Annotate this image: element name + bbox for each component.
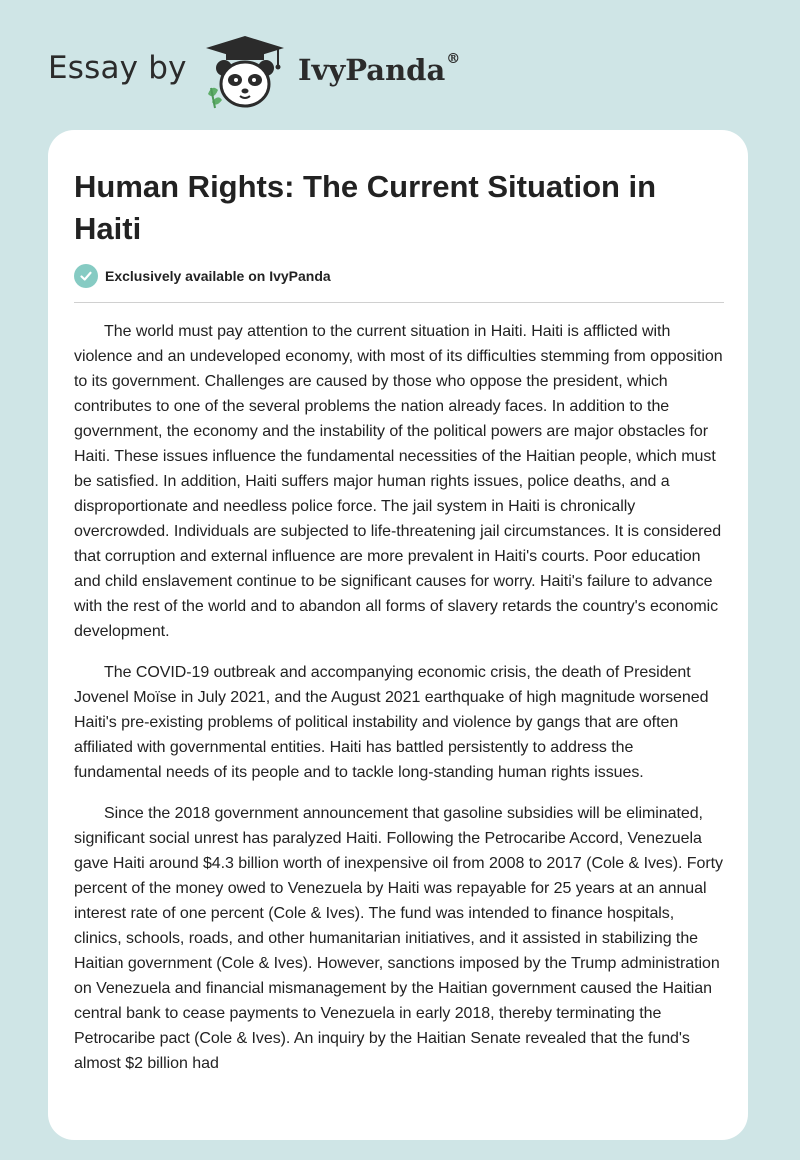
exclusive-badge-text: Exclusively available on IvyPanda bbox=[105, 268, 331, 284]
paragraph: The world must pay attention to the current situation in Haiti. Haiti is afflicted with violence and an undeveloped economy, with most of its difficulties stemming from opposition to its government. Challenges are caused by those who oppose the president, which contributes to one of the several problems the nation already faces. In addition to the government, the economy and the instability of the political powers are major obstacles for Haiti. These issues influence the fundamental necessities of the Haitian people, which must be satisfied. In addition, Haiti suffers major human rights issues, police deaths, and a disproportionate and needless police force. The jail system in Haiti is chronically overcrowded. Individuals are subjected to life-threatening jail circumstances. It is considered that corruption and external influence are more prevalent in Haiti's courts. Poor education and child enslavement continue to be significant causes for worry. Haiti's failure to advance with the rest of the world and to abandon all forms of slavery retards the country's economic development. bbox=[74, 323, 723, 640]
page-title: Human Rights: The Current Situation in Haiti bbox=[74, 169, 657, 246]
paragraph: The COVID-19 outbreak and accompanying economic crisis, the death of President Jovenel Moïse in July 2021, and the August 2021 earthquake of high magnitude worsened Haiti's pre-existing problems of political instability and violence by gangs that are often affiliated with governmental entities. Haiti has battled persistently to address the fundamental needs of its people and to tackle long-standing human rights issues. bbox=[74, 664, 709, 781]
essay-by-label: Essay by bbox=[48, 50, 187, 86]
panda-graduate-icon[interactable] bbox=[202, 34, 288, 110]
exclusive-badge bbox=[74, 264, 331, 288]
brand-name[interactable]: IvyPanda® bbox=[298, 51, 461, 87]
paragraph: Since the 2018 government announcement that gasoline subsidies will be eliminated, significant social unrest has paralyzed Haiti. Following the Petrocaribe Accord, Venezuela gave Haiti around $4.3 billion worth of inexpensive oil from 2008 to 2017 (Cole & Ives). Forty percent of the money owed to Venezuela by Haiti was repayable for 25 years at an annual interest rate of one percent (Cole & Ives). The fund was intended to finance hospitals, clinics, schools, roads, and other humanitarian initiatives, and it assisted in stabilizing the Haitian government (Cole & Ives). However, sanctions imposed by the Trump administration on Venezuela and financial mismanagement by the Haitian government caused the Haitian central bank to cease payments to Venezuela in early 2018, thereby terminating the Petrocaribe pact (Cole & Ives). An inquiry by the Haitian Senate revealed that the fund's almost $2 billion had bbox=[74, 805, 723, 1072]
essay-card bbox=[48, 130, 748, 1140]
registered-mark: ® bbox=[446, 51, 461, 67]
site-header bbox=[48, 32, 752, 112]
essay-body bbox=[74, 319, 724, 1124]
divider bbox=[74, 302, 724, 303]
check-icon bbox=[74, 264, 98, 288]
